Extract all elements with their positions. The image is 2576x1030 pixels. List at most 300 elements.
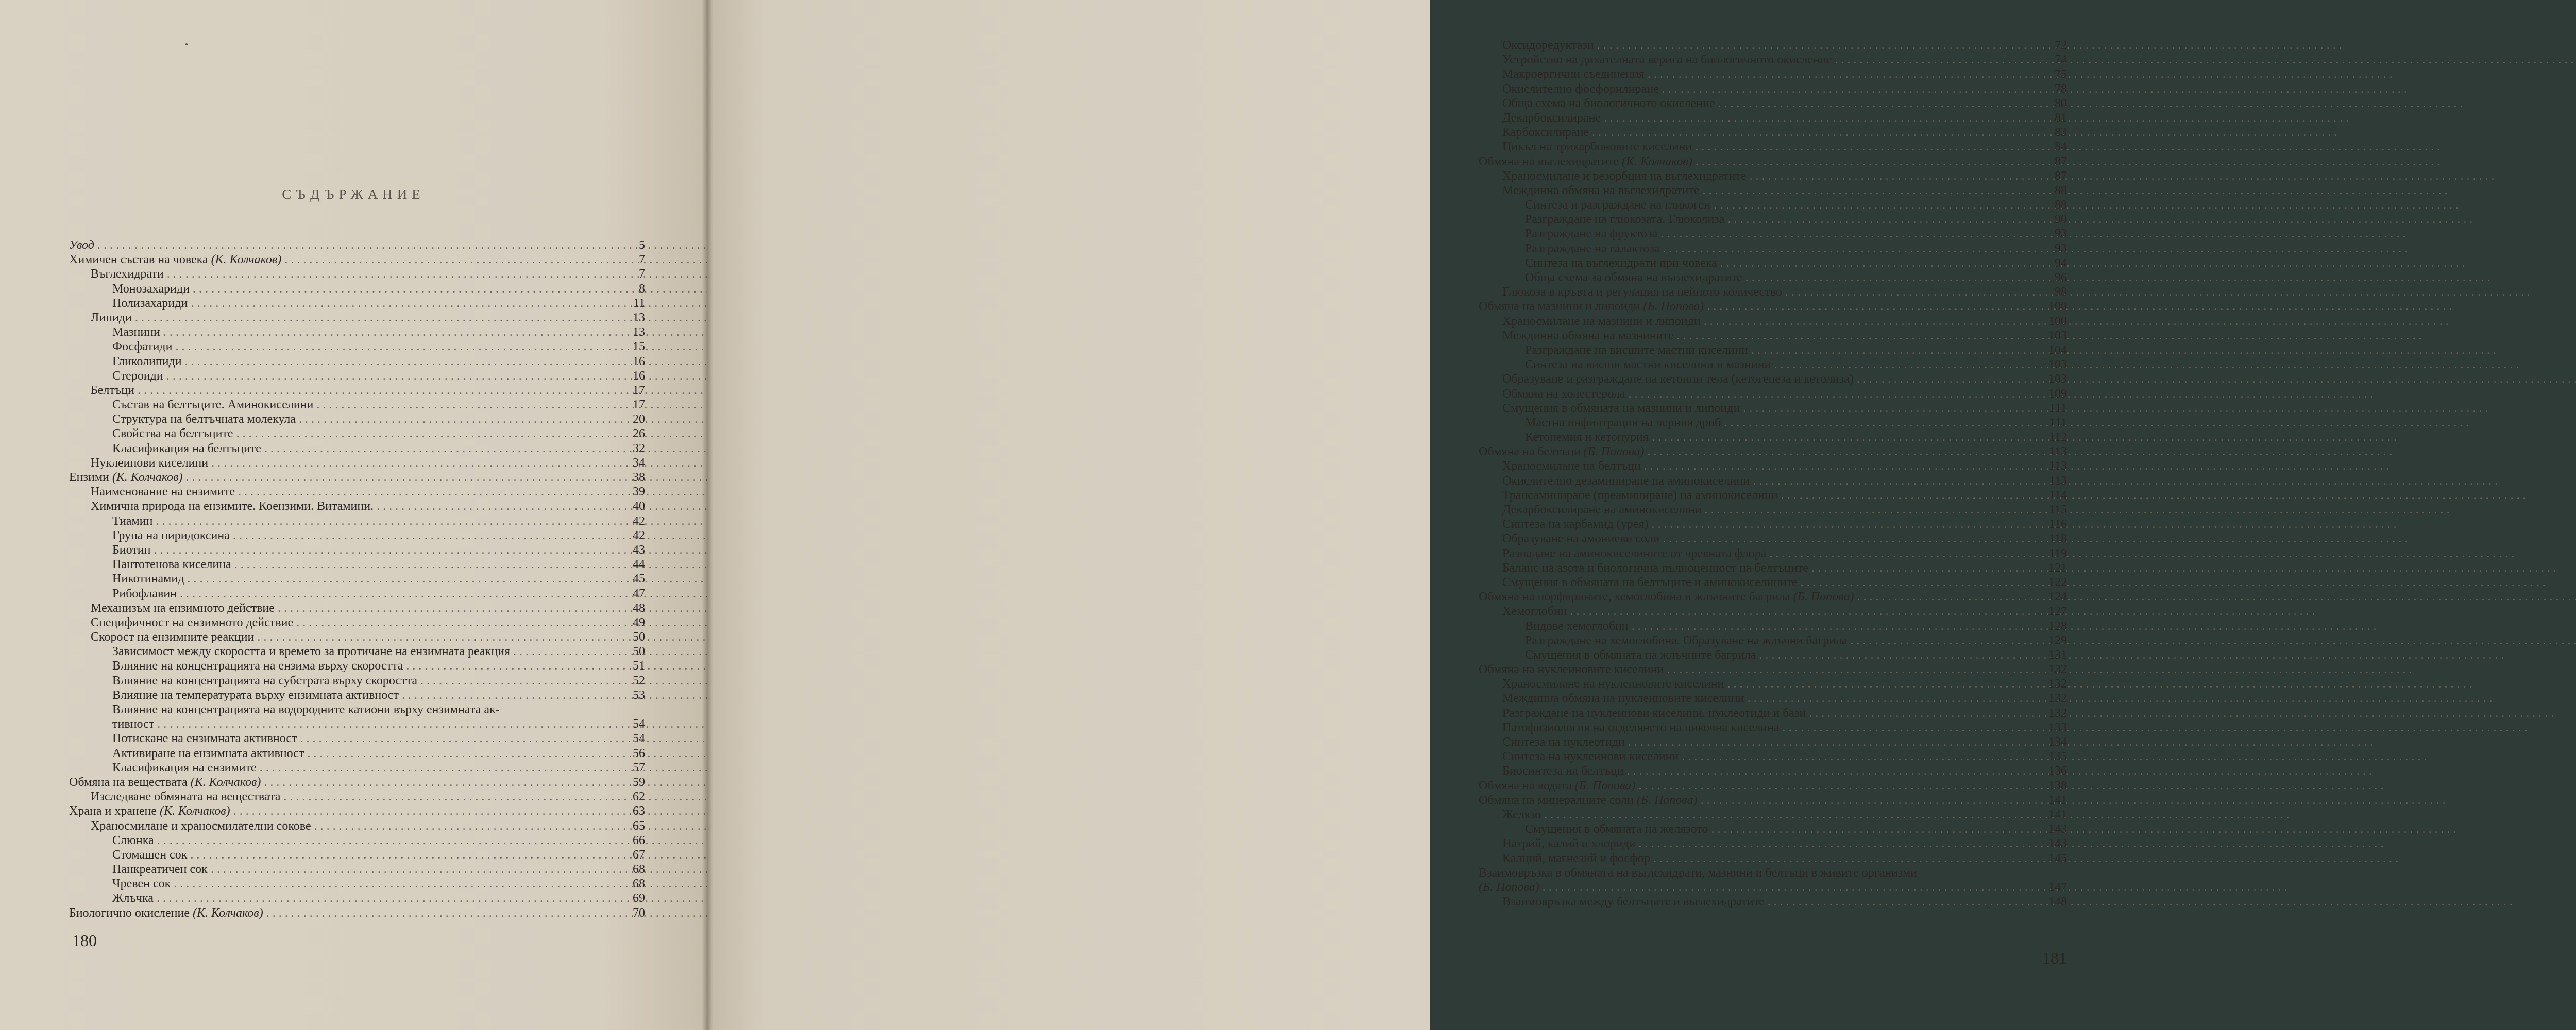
toc-entry-title <box>112 862 208 877</box>
dot-leader <box>171 877 619 891</box>
dot-leader <box>1848 633 2041 648</box>
toc-entry-title <box>112 833 154 848</box>
toc-entry <box>1479 212 2067 227</box>
entry-author: (Б. Попова) <box>1636 793 1698 807</box>
toc-entry <box>69 833 645 848</box>
entry-page-number: 113 <box>2048 474 2067 488</box>
toc-entry <box>1479 125 2067 140</box>
entry-author: (Б. Попова) <box>1479 880 1539 894</box>
toc-entry <box>1479 836 2067 851</box>
entry-title-text: Кетонемия и кетонурия <box>1525 431 1649 444</box>
entry-title-text: Влияние на концентрацията на водородните катиони върху ензимната ак- <box>112 703 500 716</box>
toc-entry-title <box>91 383 134 398</box>
entry-title-text: Обмяна на водата <box>1479 779 1572 793</box>
entry-page-number: 32 <box>633 441 645 455</box>
dot-leader <box>1748 343 2041 357</box>
entry-author: (Б. Попова) <box>1643 300 1704 314</box>
dot-leader <box>1854 590 2041 604</box>
entry-page-number: 66 <box>633 833 645 847</box>
toc-entry <box>69 615 645 630</box>
entry-page-number: 113 <box>2048 445 2067 459</box>
toc-entry <box>69 267 645 281</box>
toc-entry <box>69 601 645 615</box>
dot-leader <box>190 282 619 296</box>
toc-entry <box>1479 677 2067 691</box>
dot-leader <box>1710 198 2041 212</box>
toc-entry-title <box>112 848 187 862</box>
toc-entry-title <box>112 426 233 441</box>
toc-entry <box>1479 140 2067 154</box>
dot-leader <box>188 296 619 311</box>
entry-page-number: 50 <box>633 645 645 659</box>
entry-title-text: Група на пиридоксина <box>112 528 230 542</box>
toc-entry-title <box>112 369 163 383</box>
toc-entry-title <box>1502 503 1702 517</box>
toc-entry <box>1479 444 2067 459</box>
toc-entry <box>1479 474 2067 488</box>
entry-page-number: 78 <box>2055 82 2067 96</box>
entry-author: (К. Колчаков) <box>159 804 230 818</box>
entry-page-number: 143 <box>2048 837 2067 851</box>
toc-entry <box>1479 183 2067 198</box>
toc-entry <box>69 339 645 354</box>
entry-title-text: Храносмилане и храносмилателни сокове <box>91 819 311 833</box>
entry-page-number: 57 <box>633 761 645 775</box>
entry-page-number: 134 <box>2048 735 2067 749</box>
entry-page-number: 121 <box>2048 561 2067 575</box>
toc-entry-title <box>91 456 208 470</box>
dot-leader <box>231 557 619 572</box>
entry-page-number: 40 <box>633 500 645 513</box>
entry-title-text: Обмяна на белтъци <box>1479 445 1581 459</box>
toc-entry <box>69 717 645 731</box>
entry-title-text: Специфичност на ензимното действие <box>91 615 294 629</box>
dot-leader <box>1567 604 2041 619</box>
entry-page-number: 132 <box>2048 663 2067 677</box>
entry-author: (К. Колчаков) <box>1622 154 1692 168</box>
toc-entry <box>69 470 645 485</box>
entry-page-number: 111 <box>2049 401 2067 415</box>
dot-leader <box>296 412 619 426</box>
toc-entry <box>1479 387 2067 401</box>
dot-leader <box>235 485 619 499</box>
entry-title-text: Оксидоредуктази <box>1502 39 1594 52</box>
table-of-contents-right <box>1479 38 2067 909</box>
toc-entry <box>69 644 645 659</box>
entry-page-number: 132 <box>2048 692 2067 706</box>
dot-leader <box>1740 401 2041 416</box>
entry-page-number: 20 <box>633 413 645 426</box>
toc-entry-title <box>112 674 417 688</box>
dot-leader <box>160 325 619 339</box>
dot-leader <box>183 470 619 485</box>
entry-page-number: 109 <box>2048 387 2067 401</box>
dot-leader <box>1650 851 2041 866</box>
entry-title-text: Храна и хранене <box>69 804 157 818</box>
toc-entry-title <box>1502 764 1624 778</box>
entry-page-number: 51 <box>633 659 645 673</box>
entry-title-text: Потискане на ензимната активност <box>112 732 297 746</box>
entry-title-text: Мастна инфилтрация на черния дроб <box>1525 416 1721 430</box>
entry-page-number: 103 <box>2048 358 2067 372</box>
toc-entry-title <box>112 543 150 557</box>
dot-leader <box>1664 662 2041 677</box>
dot-leader <box>1780 720 2041 735</box>
entry-title-text: Обща схема на биологичното окисление <box>1502 96 1715 110</box>
entry-title-text: Зависимост между скоростта и времето за протичане на ензимната реакция <box>112 645 511 659</box>
contents-heading: СЪДЪРЖАНИЕ <box>282 186 425 202</box>
entry-title-text: Обмяна на нуклеиновите киселини <box>1479 663 1664 677</box>
toc-entry-title <box>1525 242 1659 256</box>
toc-entry <box>1479 82 2067 96</box>
entry-author: (Б. Попова) <box>1583 445 1645 459</box>
dot-leader <box>1541 808 2041 822</box>
dot-leader <box>1659 242 2041 256</box>
entry-page-number: 94 <box>2055 256 2067 270</box>
entry-title-text: Изследване обмяната на веществата <box>91 790 281 804</box>
dot-leader <box>1744 691 2041 706</box>
toc-entry-title <box>1502 372 1854 386</box>
entry-page-number: 103 <box>2048 372 2067 386</box>
entry-page-number: 132 <box>2048 706 2067 720</box>
entry-title-text: Натрий, калий и хлориди <box>1502 837 1636 851</box>
dot-leader <box>417 674 619 688</box>
dot-leader <box>1601 111 2041 125</box>
dot-leader <box>187 848 619 862</box>
entry-author: (К. Колчаков) <box>112 471 183 484</box>
toc-entry <box>1479 808 2067 822</box>
dot-leader <box>172 339 619 354</box>
toc-entry <box>69 848 645 862</box>
toc-entry-title <box>1502 546 1766 561</box>
toc-entry <box>1479 561 2067 575</box>
toc-entry-title <box>91 615 293 630</box>
entry-page-number: 100 <box>2048 314 2067 328</box>
dot-leader <box>1771 357 2041 372</box>
dot-leader <box>280 789 619 804</box>
entry-title-text: Междинна обмяна на нуклеиновите киселини <box>1502 692 1744 706</box>
entry-title-text: Смущения в обмяната на белтъците и аминокиселините <box>1502 575 1798 589</box>
dot-leader <box>254 630 619 644</box>
toc-entry <box>69 325 645 339</box>
dot-leader <box>1589 125 2041 140</box>
page-number-left: 180 <box>72 931 97 950</box>
entry-title-text: Междинна обмяна на въглехидратите <box>1502 183 1700 197</box>
toc-entry <box>1479 169 2067 183</box>
entry-page-number: 75 <box>2055 67 2067 81</box>
entry-title-text: Монозахариди <box>112 282 190 296</box>
toc-entry-title <box>1502 851 1650 866</box>
toc-entry <box>1479 619 2067 633</box>
dot-leader <box>1539 880 2041 895</box>
toc-entry-title <box>91 819 311 833</box>
entry-page-number: 68 <box>633 863 645 877</box>
dot-leader <box>293 615 619 630</box>
entry-page-number: 119 <box>2048 546 2067 560</box>
toc-entry <box>69 383 645 398</box>
dot-leader <box>1702 503 2041 517</box>
entry-title-text: Наименование на ензимите <box>91 485 235 499</box>
entry-page-number: 116 <box>2048 518 2067 531</box>
toc-entry-title <box>1525 619 1629 633</box>
entry-page-number: 132 <box>2048 677 2067 691</box>
toc-entry <box>69 514 645 528</box>
toc-entry <box>1479 242 2067 256</box>
entry-title-text: Стероиди <box>112 369 163 383</box>
dot-leader <box>1721 416 2041 430</box>
entry-page-number: 88 <box>2055 183 2067 197</box>
toc-entry <box>1479 53 2067 67</box>
toc-entry <box>69 354 645 369</box>
toc-entry-title <box>1502 140 1692 154</box>
toc-entry <box>1479 67 2067 81</box>
dot-leader <box>1778 488 2041 503</box>
entry-page-number: 131 <box>2048 648 2067 662</box>
toc-entry <box>69 775 645 789</box>
entry-page-number: 138 <box>2048 779 2067 793</box>
toc-entry <box>1479 691 2067 706</box>
dot-leader <box>1742 270 2041 285</box>
entry-page-number: 114 <box>2048 488 2067 502</box>
entry-page-number: 16 <box>633 369 645 383</box>
entry-page-number: 47 <box>633 587 645 600</box>
dot-leader <box>184 572 619 586</box>
toc-entry <box>1479 357 2067 372</box>
toc-entry-title <box>112 702 500 717</box>
entry-title-text: Мазнини <box>112 325 160 339</box>
entry-title-text: Устройство на дихателната верига на биологичното окисление <box>1502 53 1832 67</box>
toc-entry-title <box>1502 604 1567 619</box>
toc-entry-title <box>1502 285 1782 299</box>
page-number-right: 181 <box>2042 949 2067 967</box>
book-gutter <box>702 0 713 1030</box>
toc-entry <box>1479 604 2067 619</box>
entry-page-number: 56 <box>633 746 645 760</box>
entry-page-number: 103 <box>2048 329 2067 342</box>
entry-title-text: Трансаминиране (преаминиране) на аминокиселини <box>1502 488 1778 502</box>
entry-title-text: Състав на белтъците. Аминокиселини <box>112 398 314 412</box>
entry-title-text: Храносмилане на нуклеиновите киселини <box>1502 677 1724 691</box>
dot-leader <box>1700 183 2042 198</box>
toc-entry <box>69 819 645 833</box>
entry-title-text: Рибофлавин <box>112 587 177 600</box>
toc-entry <box>69 485 645 499</box>
toc-entry-title <box>112 587 177 601</box>
toc-entry-title <box>112 339 172 354</box>
entry-page-number: 54 <box>633 732 645 746</box>
entry-page-number: 88 <box>2055 198 2067 212</box>
dot-leader <box>1798 575 2041 590</box>
dot-leader <box>230 804 619 818</box>
toc-entry-title <box>1525 343 1748 357</box>
dot-leader <box>94 238 619 252</box>
dot-leader <box>313 398 619 412</box>
entry-page-number: 83 <box>2055 126 2067 140</box>
entry-title-text: Обща схема за обмяна на въглехидратите <box>1525 271 1742 284</box>
entry-page-number: 7 <box>639 253 645 267</box>
entry-title-text: Смущения в обмяната на жлъчните багрила <box>1525 648 1756 662</box>
toc-entry-title <box>1502 575 1798 590</box>
entry-title-text: Влияние на концентрацията на субстрата върху скоростта <box>112 674 418 688</box>
toc-entry-title <box>1502 517 1649 531</box>
toc-entry-title <box>1502 67 1645 81</box>
entry-page-number: 26 <box>633 427 645 441</box>
entry-page-number: 62 <box>633 790 645 804</box>
toc-entry <box>1479 401 2067 416</box>
entry-author: (Б. Попова) <box>1793 590 1854 604</box>
entry-page-number: 43 <box>633 543 645 557</box>
table-of-contents-left <box>69 238 645 920</box>
toc-entry-title <box>1479 793 1698 808</box>
dot-leader <box>134 383 619 398</box>
entry-title-text: Гликолипиди <box>112 354 182 368</box>
entry-page-number: 63 <box>633 804 645 818</box>
toc-entry-title <box>1502 836 1635 851</box>
toc-entry-title <box>1502 169 1746 183</box>
toc-entry <box>69 587 645 601</box>
entry-title-text: Активиране на ензимната активност <box>112 746 304 760</box>
toc-entry <box>1479 822 2067 836</box>
entry-page-number: 122 <box>2048 575 2067 589</box>
dot-leader <box>1624 764 2041 778</box>
toc-entry-title <box>1502 459 1641 473</box>
dot-leader <box>1657 227 2041 241</box>
toc-entry <box>1479 96 2067 111</box>
entry-title-text: Механизъм на ензимното действие <box>91 601 275 615</box>
dot-leader <box>1698 793 2041 808</box>
entry-title-text: Влияние на температурата върху ензимната активност <box>112 688 399 702</box>
toc-entry <box>69 572 645 586</box>
entry-page-number: 141 <box>2048 808 2067 821</box>
entry-title-text: Храносмилане и резорбция на въглехидратите <box>1502 169 1747 183</box>
entry-page-number: 59 <box>633 775 645 789</box>
entry-title-text: Синтеза на карбамид (урея) <box>1502 518 1649 531</box>
toc-entry <box>1479 227 2067 241</box>
entry-title-text: Липиди <box>91 311 132 324</box>
toc-entry <box>1479 111 2067 125</box>
toc-entry <box>69 891 645 905</box>
toc-entry <box>1479 198 2067 212</box>
entry-title-text: Разграждане на висшите мастни киселини <box>1525 343 1748 357</box>
dot-leader <box>182 354 619 369</box>
dot-leader <box>1692 154 2041 169</box>
entry-page-number: 124 <box>2048 590 2067 604</box>
toc-entry <box>1479 648 2067 662</box>
entry-page-number: 143 <box>2048 822 2067 836</box>
toc-entry <box>1479 851 2067 866</box>
entry-page-number: 111 <box>2049 416 2067 430</box>
toc-entry-title <box>1502 387 1625 401</box>
entry-page-number: 15 <box>633 340 645 354</box>
toc-entry <box>1479 866 2067 880</box>
toc-entry-title <box>69 804 230 818</box>
entry-page-number: 87 <box>2055 154 2067 168</box>
toc-entry <box>1479 793 2067 808</box>
dot-leader <box>304 746 619 761</box>
entry-page-number: 42 <box>633 514 645 528</box>
entry-page-number: 11 <box>633 296 645 310</box>
entry-author: (К. Колчаков) <box>190 775 261 789</box>
entry-page-number: 141 <box>2048 793 2067 807</box>
toc-entry-title <box>91 311 132 325</box>
print-speck <box>185 43 188 45</box>
toc-entry-title <box>112 659 403 673</box>
entry-title-text: Обмяна на веществата <box>69 775 188 789</box>
dot-leader <box>1756 648 2041 662</box>
toc-entry <box>1479 662 2067 677</box>
entry-page-number: 53 <box>633 688 645 702</box>
entry-page-number: 54 <box>633 717 645 731</box>
toc-entry <box>69 789 645 804</box>
toc-entry <box>1479 706 2067 720</box>
dot-leader <box>154 833 619 848</box>
toc-entry <box>1479 895 2067 909</box>
entry-title-text: Образуване и разграждане на кетонни тела (кетогенеза и кетолиза) <box>1502 372 1854 386</box>
dot-leader <box>1765 895 2041 909</box>
entry-title-text: Разграждане на нуклеинови киселини, нуклеотиди и бази <box>1502 706 1806 720</box>
entry-title-text: Разграждане на глюкозата. Глюколиза <box>1525 213 1725 227</box>
entry-title-text: Синтеза на нуклеотиди <box>1502 735 1625 749</box>
entry-page-number: 136 <box>2048 764 2067 778</box>
entry-title-text: Хемоглобин <box>1502 605 1567 619</box>
dot-leader <box>163 369 619 383</box>
entry-page-number: 100 <box>2048 300 2067 314</box>
dot-leader <box>132 311 619 325</box>
toc-entry-title <box>1502 488 1778 503</box>
entry-page-number: 147 <box>2048 880 2067 894</box>
toc-entry-title <box>1502 82 1659 96</box>
entry-title-text: Химичен състав на човека <box>69 253 208 267</box>
toc-entry <box>1479 299 2067 314</box>
entry-title-text: Карбоксилиране <box>1502 126 1589 140</box>
dot-leader <box>399 688 619 702</box>
entry-title-text: Синтеза на въглехидрати при човека <box>1525 256 1717 270</box>
entry-title-text: Свойства на белтъците <box>112 427 233 441</box>
dot-leader <box>1724 677 2041 691</box>
toc-entry <box>1479 720 2067 735</box>
entry-page-number: 80 <box>2055 96 2067 110</box>
toc-entry-title <box>69 906 263 920</box>
toc-entry <box>1479 270 2067 285</box>
entry-page-number: 129 <box>2048 633 2067 647</box>
toc-entry <box>1479 154 2067 169</box>
dot-leader <box>1645 67 2041 81</box>
toc-entry-title <box>1502 735 1625 749</box>
toc-entry-title <box>1502 677 1724 691</box>
entry-page-number: 148 <box>2048 895 2067 909</box>
dot-leader <box>1644 444 2041 459</box>
toc-entry-title <box>1479 662 1664 677</box>
dot-leader <box>1806 706 2041 720</box>
toc-entry-title <box>1525 256 1717 270</box>
toc-entry <box>1479 590 2067 604</box>
toc-entry-title <box>1479 866 1917 880</box>
dot-leader <box>1808 561 2041 575</box>
dot-leader <box>154 891 619 905</box>
entry-page-number: 84 <box>2055 140 2067 154</box>
toc-entry-title <box>1502 561 1808 575</box>
entry-title-text: Чревен сок <box>112 877 171 891</box>
toc-entry-title <box>69 775 261 789</box>
entry-title-text: Патофизиология на отделянето на пикочна киселина <box>1502 720 1780 734</box>
entry-page-number: 69 <box>633 891 645 905</box>
dot-leader <box>403 659 619 673</box>
entry-page-number: 93 <box>2055 227 2067 241</box>
dot-leader <box>1659 82 2041 96</box>
entry-page-number: 96 <box>2055 271 2067 284</box>
toc-entry <box>69 412 645 426</box>
toc-entry-title <box>1525 416 1721 430</box>
